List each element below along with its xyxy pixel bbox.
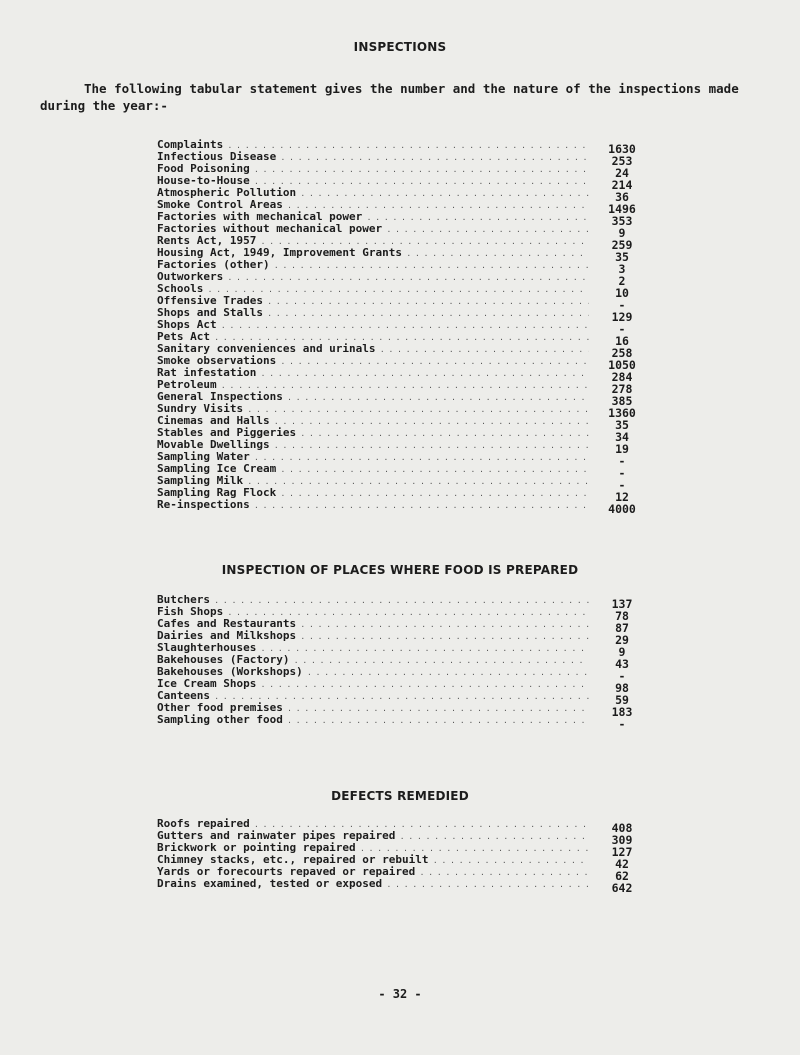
row-label: Pets Act . . . <box>157 331 589 344</box>
table-row <box>157 319 657 336</box>
row-label: Rat infestation . . . <box>157 367 589 380</box>
row-label: Smoke observations . . . <box>157 355 589 368</box>
row-value: 214 <box>611 178 633 192</box>
table-row <box>157 854 657 871</box>
row-value: 3 <box>618 262 626 276</box>
row-label: Sampling Ice Cream . . . <box>157 463 589 476</box>
row-value: - <box>618 466 626 480</box>
table-row <box>157 247 657 264</box>
table-row <box>157 463 657 480</box>
table-row <box>157 642 657 659</box>
table-row <box>157 878 657 895</box>
table-row <box>157 630 657 647</box>
food-places-list <box>157 594 657 731</box>
row-label: General Inspections . . . <box>157 391 589 404</box>
table-row <box>157 175 657 192</box>
table-row <box>157 487 657 504</box>
defects-list <box>157 818 657 895</box>
row-label: Cinemas and Halls . . . <box>157 415 589 428</box>
row-label: Roofs repaired . . . <box>157 818 589 831</box>
table-row <box>157 830 657 847</box>
row-value: 12 <box>615 490 629 504</box>
row-value: 34 <box>615 430 629 444</box>
row-label: Food Poisoning . . . <box>157 163 589 176</box>
row-label: Bakehouses (Workshops) . . . <box>157 666 589 679</box>
table-row <box>157 139 657 156</box>
row-label: Smoke Control Areas . . . <box>157 199 589 212</box>
row-value: - <box>618 717 626 731</box>
row-value: 19 <box>615 442 629 456</box>
table-row <box>157 211 657 228</box>
row-label: Butchers . . . <box>157 594 589 607</box>
table-row <box>157 439 657 456</box>
table-row <box>157 355 657 372</box>
row-value: 9 <box>618 226 626 240</box>
row-label: Canteens . . . <box>157 690 589 703</box>
table-row <box>157 427 657 444</box>
row-label: Shops Act . . . <box>157 319 589 332</box>
row-label: Slaughterhouses . . . <box>157 642 589 655</box>
defects-heading: DEFECTS REMEDIED <box>331 789 469 803</box>
page-number: - 32 - <box>378 987 422 1001</box>
table-row <box>157 151 657 168</box>
row-label: Gutters and rainwater pipes repaired . . . <box>157 830 589 843</box>
row-label: Complaints . . . <box>157 139 589 152</box>
row-value: 24 <box>615 166 629 180</box>
row-value: 1496 <box>608 202 636 216</box>
row-label: Brickwork or pointing repaired . . . <box>157 842 589 855</box>
intro-paragraph: The following tabular statement gives the number and the nature of the inspections made during the year:- <box>40 81 739 113</box>
inspections-list <box>157 139 657 516</box>
table-row <box>157 666 657 683</box>
table-row <box>157 594 657 611</box>
row-value: 309 <box>611 833 633 847</box>
table-row <box>157 283 657 300</box>
row-label: Other food premises . . . <box>157 702 589 715</box>
food-places-heading: INSPECTION OF PLACES WHERE FOOD IS PREPARED <box>221 563 579 577</box>
table-row <box>157 307 657 324</box>
row-label: Fish Shops . . . <box>157 606 589 619</box>
row-value: 29 <box>615 633 629 647</box>
row-value: 36 <box>615 190 629 204</box>
row-label: Housing Act, 1949, Improvement Grants . . . <box>157 247 589 260</box>
row-value: - <box>618 669 626 683</box>
row-value: 127 <box>611 845 633 859</box>
row-label: Sampling Water . . . <box>157 451 589 464</box>
row-label: Offensive Trades . . . <box>157 295 589 308</box>
table-row <box>157 343 657 360</box>
row-value: 258 <box>611 346 633 360</box>
row-value: 137 <box>611 597 633 611</box>
row-label: Petroleum . . . <box>157 379 589 392</box>
row-label: Sampling Rag Flock . . . <box>157 487 589 500</box>
table-row <box>157 714 657 731</box>
row-value: 385 <box>611 394 633 408</box>
row-label: Movable Dwellings . . . <box>157 439 589 452</box>
row-label: Yards or forecourts repaved or repaired . . . <box>157 866 589 879</box>
row-value: - <box>618 322 626 336</box>
row-value: - <box>618 454 626 468</box>
table-row <box>157 499 657 516</box>
row-value: 35 <box>615 418 629 432</box>
row-value: 9 <box>618 645 626 659</box>
table-row <box>157 654 657 671</box>
table-row <box>157 415 657 432</box>
table-row <box>157 678 657 695</box>
row-label: Dairies and Milkshops . . . <box>157 630 589 643</box>
row-value: 4000 <box>608 502 636 516</box>
table-row <box>157 702 657 719</box>
row-label: Outworkers . . . <box>157 271 589 284</box>
row-value: 1630 <box>608 142 636 156</box>
row-label: Sundry Visits . . . <box>157 403 589 416</box>
row-label: Bakehouses (Factory) . . . <box>157 654 589 667</box>
table-row <box>157 618 657 635</box>
row-label: Sampling Milk . . . <box>157 475 589 488</box>
table-row <box>157 235 657 252</box>
row-value: 43 <box>615 657 629 671</box>
table-row <box>157 367 657 384</box>
row-label: Cafes and Restaurants . . . <box>157 618 589 631</box>
row-value: 1050 <box>608 358 636 372</box>
row-value: 62 <box>615 869 629 883</box>
row-label: Re-inspections . . . <box>157 499 589 512</box>
row-value: 87 <box>615 621 629 635</box>
row-value: 253 <box>611 154 633 168</box>
table-row <box>157 223 657 240</box>
row-value: 10 <box>615 286 629 300</box>
row-label: Factories with mechanical power . . . <box>157 211 589 224</box>
table-row <box>157 379 657 396</box>
row-value: 353 <box>611 214 633 228</box>
row-label: Infectious Disease . . . <box>157 151 589 164</box>
row-value: 1360 <box>608 406 636 420</box>
row-value: 59 <box>615 693 629 707</box>
table-row <box>157 690 657 707</box>
table-row <box>157 606 657 623</box>
row-value: 642 <box>611 881 633 895</box>
table-row <box>157 199 657 216</box>
row-value: 408 <box>611 821 633 835</box>
row-value: 183 <box>611 705 633 719</box>
row-label: Sanitary conveniences and urinals . . . <box>157 343 589 356</box>
table-row <box>157 451 657 468</box>
table-row <box>157 187 657 204</box>
row-value: 259 <box>611 238 633 252</box>
row-label: Stables and Piggeries . . . <box>157 427 589 440</box>
inspections-heading: INSPECTIONS <box>353 40 447 54</box>
table-row <box>157 295 657 312</box>
row-value: 98 <box>615 681 629 695</box>
row-value: - <box>618 478 626 492</box>
row-value: 278 <box>611 382 633 396</box>
row-value: 2 <box>618 274 626 288</box>
row-label: Chimney stacks, etc., repaired or rebuilt . . . <box>157 854 589 867</box>
row-value: 35 <box>615 250 629 264</box>
table-row <box>157 842 657 859</box>
row-label: Rents Act, 1957 . . . <box>157 235 589 248</box>
row-label: Sampling other food . . . <box>157 714 589 727</box>
row-value: 16 <box>615 334 629 348</box>
table-row <box>157 271 657 288</box>
row-label: Factories (other) . . . <box>157 259 589 272</box>
row-value: 284 <box>611 370 633 384</box>
row-label: House-to-House . . . <box>157 175 589 188</box>
table-row <box>157 475 657 492</box>
table-row <box>157 259 657 276</box>
table-row <box>157 866 657 883</box>
row-value: 78 <box>615 609 629 623</box>
row-value: 42 <box>615 857 629 871</box>
table-row <box>157 818 657 835</box>
table-row <box>157 403 657 420</box>
row-value: 129 <box>611 310 633 324</box>
table-row <box>157 391 657 408</box>
row-label: Schools . . . <box>157 283 589 296</box>
table-row <box>157 163 657 180</box>
row-label: Shops and Stalls . . . <box>157 307 589 320</box>
row-label: Ice Cream Shops . . . <box>157 678 589 691</box>
table-row <box>157 331 657 348</box>
row-label: Atmospheric Pollution . . . <box>157 187 589 200</box>
row-label: Drains examined, tested or exposed . . . <box>157 878 589 891</box>
row-label: Factories without mechanical power . . . <box>157 223 589 236</box>
row-value: - <box>618 298 626 312</box>
